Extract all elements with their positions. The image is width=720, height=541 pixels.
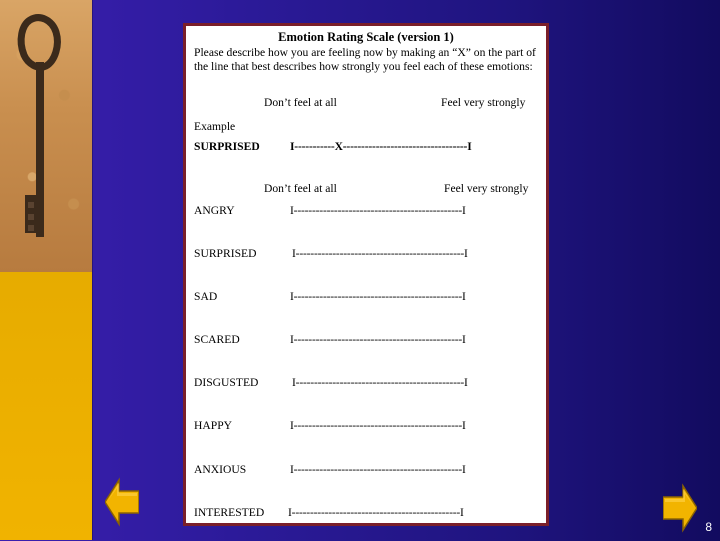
emotion-label-scared: SCARED	[194, 333, 240, 346]
sheet-title: Emotion Rating Scale (version 1)	[278, 30, 454, 44]
arrow-right-icon	[663, 480, 697, 536]
rating-line-scared[interactable]: I----------------------------------------------I	[290, 333, 466, 346]
arrow-left-icon	[105, 474, 139, 530]
scale-right-label-2: Feel very strongly	[444, 182, 529, 195]
emotion-label-angry: ANGRY	[194, 204, 235, 217]
rating-line-surprised[interactable]: I----------------------------------------------I	[292, 247, 468, 260]
rating-scale-sheet	[183, 23, 549, 526]
emotion-label-anxious: ANXIOUS	[194, 463, 247, 476]
emotion-label-sad: SAD	[194, 290, 218, 303]
emotion-label-surprised: SURPRISED	[194, 247, 257, 260]
previous-slide-button[interactable]	[105, 474, 139, 530]
next-slide-button[interactable]	[663, 480, 697, 536]
scale-right-label: Feel very strongly	[441, 96, 526, 109]
rating-line-anxious[interactable]: I----------------------------------------------I	[290, 463, 466, 476]
page-number: 8	[705, 520, 712, 534]
key-photo	[0, 0, 92, 272]
scale-left-label: Don’t feel at all	[264, 96, 337, 109]
rating-line-disgusted[interactable]: I----------------------------------------------I	[292, 376, 468, 389]
scale-left-label-2: Don’t feel at all	[264, 182, 337, 195]
rating-line-interested[interactable]: I----------------------------------------------I	[288, 506, 464, 519]
example-line: I-----------X----------------------------------I	[290, 140, 472, 153]
example-heading: Example	[194, 120, 236, 133]
rating-line-happy[interactable]: I----------------------------------------------I	[290, 419, 466, 432]
example-emotion: SURPRISED	[194, 140, 260, 153]
band-divider	[92, 0, 93, 540]
emotion-label-disgusted: DISGUSTED	[194, 376, 259, 389]
emotion-label-interested: INTERESTED	[194, 506, 265, 519]
rating-line-angry[interactable]: I----------------------------------------------I	[290, 204, 466, 217]
rating-line-sad[interactable]: I----------------------------------------------I	[290, 290, 466, 303]
emotion-label-happy: HAPPY	[194, 419, 233, 432]
antique-key-image	[0, 0, 92, 272]
instructions-text: Please describe how you are feeling now by making an “X” on the part of the line that best describes how strongly you feel each of these emotions:	[194, 46, 536, 73]
